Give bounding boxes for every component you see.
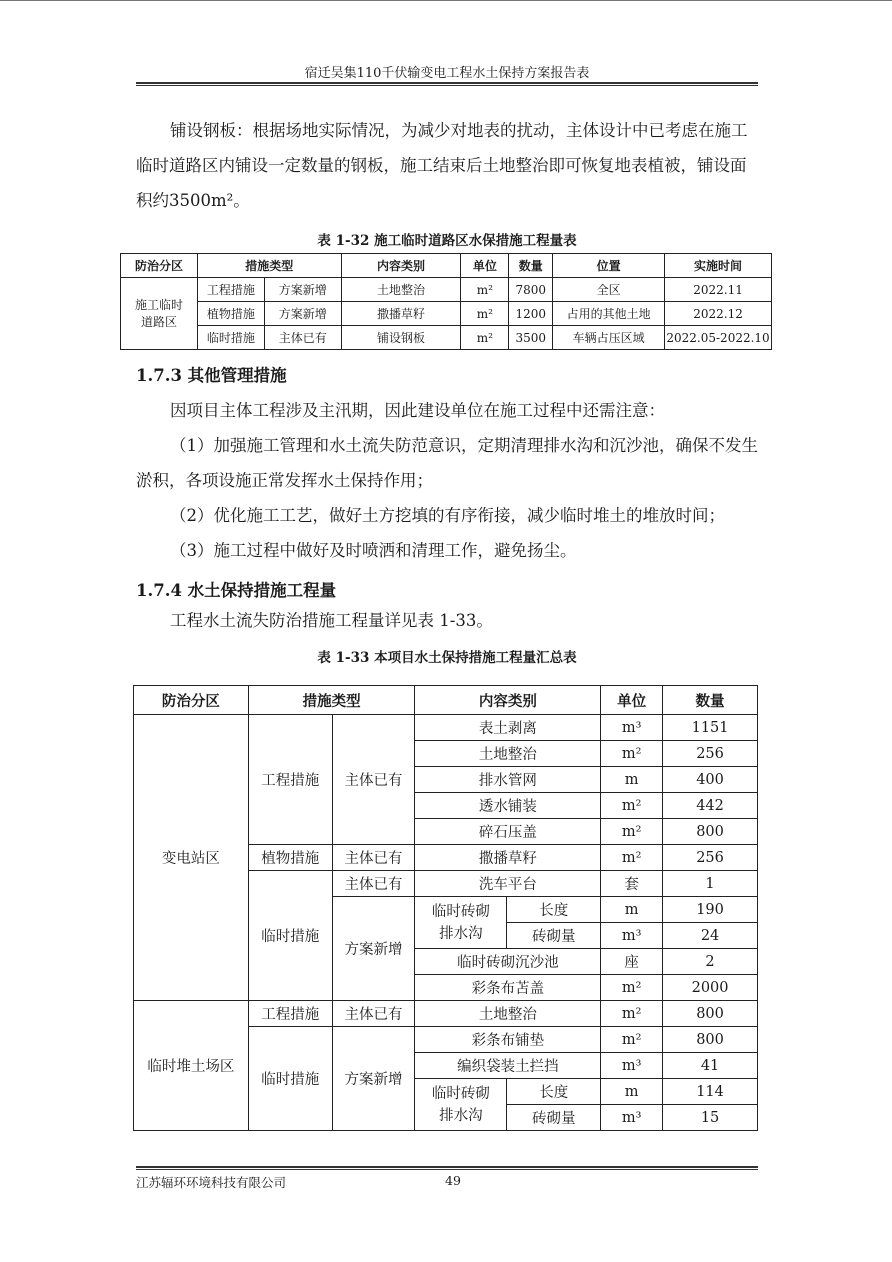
- cell: 长度: [507, 897, 601, 923]
- header-cell: 防治分区: [134, 686, 249, 715]
- cell: 2: [663, 949, 758, 975]
- cell: 1200: [509, 302, 553, 326]
- cell: 2022.05-2022.10: [665, 326, 772, 350]
- cell: m²: [601, 845, 663, 871]
- source-cell: 方案新增: [332, 1027, 415, 1131]
- cell: 方案新增: [264, 302, 341, 326]
- cell: m: [601, 1079, 663, 1105]
- cell: 256: [663, 845, 758, 871]
- paragraph-steel-plate: 铺设钢板：根据场地实际情况，为减少对地表的扰动，主体设计中已考虑在施工临时道路区内铺设一定数量的钢板，施工结束后土地整治即可恢复地表植被，铺设面积约3500m²。: [136, 121, 748, 210]
- source-cell: 主体已有: [332, 871, 415, 897]
- table-1-32-caption: 表 1-32 施工临时道路区水保措施工程量表: [317, 233, 577, 249]
- cell: 800: [663, 1001, 758, 1027]
- cell: 套: [601, 871, 663, 897]
- source-cell: 主体已有: [332, 1001, 415, 1027]
- cell: m²: [601, 819, 663, 845]
- cell: m³: [601, 923, 663, 949]
- cell: 1: [663, 871, 758, 897]
- source-cell: 主体已有: [332, 845, 415, 871]
- table-row: [121, 278, 772, 302]
- cell: m: [601, 897, 663, 923]
- cell: m³: [601, 1105, 663, 1131]
- table-row: [134, 715, 758, 741]
- table-1-32: [120, 253, 772, 350]
- cell: 3500: [509, 326, 553, 350]
- cell: 190: [663, 897, 758, 923]
- cell: 占用的其他土地: [553, 302, 665, 326]
- table-header-row: [121, 254, 772, 278]
- cell: 砖砌量: [507, 1105, 601, 1131]
- cell: m²: [601, 1027, 663, 1053]
- header-cell: 单位: [461, 254, 509, 278]
- page-number: 49: [445, 1173, 461, 1188]
- table-1-33: [133, 685, 758, 1131]
- footer-rule: [136, 1166, 758, 1168]
- cell: 碎石压盖: [415, 819, 601, 845]
- running-header: 宿迁吴集110千伏输变电工程水土保持方案报告表: [304, 66, 590, 81]
- table-1-33-caption: 表 1-33 本项目水土保持措施工程量汇总表: [317, 650, 577, 666]
- measure-type-cell: 植物措施: [248, 845, 332, 871]
- header-cell: 数量: [663, 686, 758, 715]
- cell: 土地整治: [415, 1001, 601, 1027]
- cell: m²: [461, 278, 509, 302]
- cell: 400: [663, 767, 758, 793]
- header-cell: 实施时间: [665, 254, 772, 278]
- header-rule-thin: [136, 85, 758, 86]
- paragraph-item-1: （1）加强施工管理和水土流失防范意识，定期清理排水沟和沉沙池，确保不发生淤积，各项设施正常发挥水土保持作用；: [136, 436, 758, 490]
- cell: 排水管网: [415, 767, 601, 793]
- table-row: [134, 1001, 758, 1027]
- header-cell: 位置: [553, 254, 665, 278]
- header-cell: 措施类型: [248, 686, 415, 715]
- cell: 彩条布苫盖: [415, 975, 601, 1001]
- cell: m³: [601, 715, 663, 741]
- table-header-row: [134, 686, 758, 715]
- cell: 座: [601, 949, 663, 975]
- cell: 2022.12: [665, 302, 772, 326]
- cell: 114: [663, 1079, 758, 1105]
- cell: 7800: [509, 278, 553, 302]
- cell: 800: [663, 819, 758, 845]
- cell: 工程措施: [197, 278, 264, 302]
- footer-rule-thin: [136, 1169, 758, 1170]
- page-top-border: [0, 0, 892, 1]
- cell: 植物措施: [197, 302, 264, 326]
- cell: 256: [663, 741, 758, 767]
- cell: 方案新增: [264, 278, 341, 302]
- section-heading-1-7-4: 1.7.4 水土保持措施工程量: [136, 581, 337, 600]
- cell: 透水铺装: [415, 793, 601, 819]
- cell: m²: [601, 793, 663, 819]
- table-row: [121, 302, 772, 326]
- cell: m²: [461, 326, 509, 350]
- cell: 1151: [663, 715, 758, 741]
- cell: 24: [663, 923, 758, 949]
- measure-type-cell: 工程措施: [248, 715, 332, 845]
- paragraph-item-3: （3）施工过程中做好及时喷洒和清理工作，避免扬尘。: [170, 541, 577, 560]
- cell: 砖砌量: [507, 923, 601, 949]
- cell: m²: [601, 741, 663, 767]
- cell: m²: [601, 975, 663, 1001]
- cell: 铺设钢板: [341, 326, 461, 350]
- cell: m: [601, 767, 663, 793]
- cell: 15: [663, 1105, 758, 1131]
- cell: 撒播草籽: [341, 302, 461, 326]
- cell: 车辆占压区域: [553, 326, 665, 350]
- measure-type-cell: 工程措施: [248, 1001, 332, 1027]
- cell: 41: [663, 1053, 758, 1079]
- footer-company: 江苏辐环环境科技有限公司: [136, 1175, 287, 1190]
- cell: 撒播草籽: [415, 845, 601, 871]
- measure-type-cell: 临时措施: [248, 1027, 332, 1131]
- zone-cell: 变电站区: [134, 715, 249, 1001]
- cell: 临时措施: [197, 326, 264, 350]
- cell: 2000: [663, 975, 758, 1001]
- drain-cell: 临时砖砌排水沟: [415, 1079, 507, 1131]
- header-cell: 防治分区: [121, 254, 198, 278]
- cell: 彩条布铺垫: [415, 1027, 601, 1053]
- cell: 洗车平台: [415, 871, 601, 897]
- header-cell: 措施类型: [197, 254, 341, 278]
- paragraph-intro: 因项目主体工程涉及主汛期，因此建设单位在施工过程中还需注意：: [170, 401, 665, 420]
- cell: 主体已有: [264, 326, 341, 350]
- table-row: [121, 326, 772, 350]
- cell: 长度: [507, 1079, 601, 1105]
- header-cell: 内容类别: [341, 254, 461, 278]
- cell: 土地整治: [341, 278, 461, 302]
- cell: 全区: [553, 278, 665, 302]
- paragraph-table-ref: 工程水土流失防治措施工程量详见表 1-33。: [170, 611, 493, 630]
- header-rule: [136, 82, 758, 84]
- cell: m²: [601, 1001, 663, 1027]
- header-cell: 内容类别: [415, 686, 601, 715]
- paragraph-item-2: （2）优化施工工艺，做好土方挖填的有序衔接，减少临时堆土的堆放时间；: [170, 506, 725, 525]
- cell: 编织袋装土拦挡: [415, 1053, 601, 1079]
- cell: m³: [601, 1053, 663, 1079]
- source-cell: 方案新增: [332, 897, 415, 1001]
- cell: 2022.11: [665, 278, 772, 302]
- cell: 土地整治: [415, 741, 601, 767]
- header-cell: 单位: [601, 686, 663, 715]
- cell: 800: [663, 1027, 758, 1053]
- drain-cell: 临时砖砌排水沟: [415, 897, 507, 949]
- cell: m²: [461, 302, 509, 326]
- section-heading-1-7-3: 1.7.3 其他管理措施: [136, 366, 287, 385]
- source-cell: 主体已有: [332, 715, 415, 845]
- zone-cell: 临时堆土场区: [134, 1001, 249, 1131]
- cell: 442: [663, 793, 758, 819]
- zone-cell: 施工临时道路区: [121, 278, 198, 350]
- header-cell: 数量: [509, 254, 553, 278]
- cell: 临时砖砌沉沙池: [415, 949, 601, 975]
- cell: 表土剥离: [415, 715, 601, 741]
- measure-type-cell: 临时措施: [248, 871, 332, 1001]
